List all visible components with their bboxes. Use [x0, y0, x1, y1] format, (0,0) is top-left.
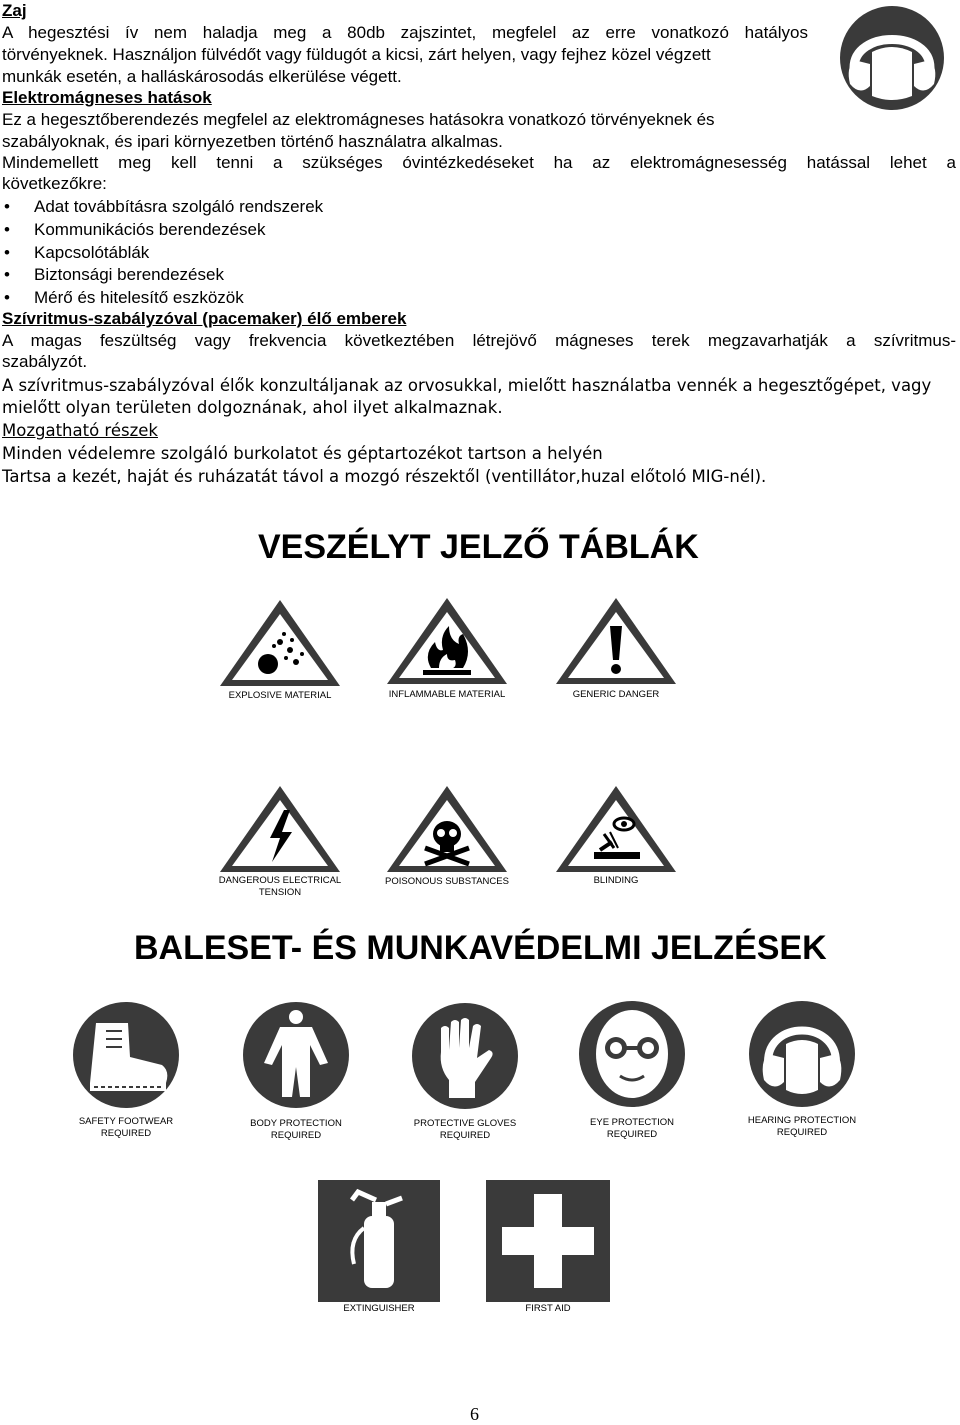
ear-muffs-icon	[742, 1000, 862, 1108]
bullet-item: Mérő és hitelesítő eszközök	[34, 288, 244, 307]
pacemaker-line-4: mielőtt olyan területen dolgoznának, ahol ilyet alkalmaznak.	[2, 398, 503, 417]
sign-label: POISONOUS SUBSTANCES	[385, 876, 509, 887]
bullet-item: Kapcsolótáblák	[34, 243, 150, 262]
sign-label: EXPLOSIVE MATERIAL	[228, 690, 332, 701]
goggles-icon	[572, 1000, 692, 1108]
bullet-dot: •	[4, 243, 10, 262]
sign-label	[56, 1116, 196, 1140]
coverall-icon	[236, 1001, 356, 1109]
pacemaker-heading: Szívritmus-szabályzóval (pacemaker) élő emberek	[2, 309, 407, 328]
flame-icon	[385, 596, 509, 686]
sign-label-line-2: REQUIRED	[439, 1130, 491, 1141]
page-number: 6	[470, 1404, 479, 1424]
sign-label-line-1: HEARING PROTECTION	[747, 1115, 857, 1126]
em-line-3: Mindemellett meg kell tenni a szükséges óvintézkedéseket ha az elektromágnesesség hatással lehet a	[2, 153, 956, 172]
skull-icon	[385, 784, 509, 874]
blinding-icon	[554, 784, 678, 874]
sign-label-line-2: REQUIRED	[100, 1128, 152, 1139]
sign-label-line-1: SAFETY FOOTWEAR	[78, 1116, 174, 1127]
sign-label-line-1: DANGEROUS ELECTRICAL	[218, 875, 342, 886]
lightning-icon	[218, 784, 342, 874]
sign-label: INFLAMMABLE MATERIAL	[388, 689, 506, 700]
pacemaker-line-3: A szívritmus-szabályzóval élők konzultáljanak az orvosukkal, mielőtt használatba vennék a hegesztőgépet, vagy	[2, 376, 932, 395]
sign-label-line-2: REQUIRED	[606, 1129, 658, 1140]
sign-label-line-2: REQUIRED	[270, 1130, 322, 1141]
sign-label: EXTINGUISHER	[343, 1303, 415, 1314]
bullet-dot: •	[4, 220, 10, 239]
safety-boot-icon	[66, 1001, 186, 1109]
em-line-2: szabályoknak, és ipari környezetben történő használatra alkalmas.	[2, 132, 503, 151]
em-heading: Elektromágneses hatások	[2, 88, 212, 107]
bullet-item: Kommunikációs berendezések	[34, 220, 266, 239]
em-line-4: következőkre:	[2, 174, 107, 193]
zaj-line-1: A hegesztési ív nem haladja meg a 80db zajszintet, megfelel az erre vonatkozó hatályos	[2, 23, 808, 42]
sign-label-line-2: REQUIRED	[776, 1127, 828, 1138]
pacemaker-line-2: szabályzót.	[2, 352, 88, 371]
sign-label: BLINDING	[593, 875, 639, 886]
hearing-protection-icon	[826, 4, 958, 112]
extinguisher-icon	[318, 1180, 440, 1302]
moving-line-2: Tartsa a kezét, haját és ruházatát távol a mozgó részektől (ventillátor,huzal előtoló MIG-nél).	[2, 467, 767, 486]
pacemaker-line-1: A magas feszültség vagy frekvencia következtében létrejövő mágneses terek megzavarhatják a szívritmus-	[2, 331, 956, 350]
sign-label	[562, 1117, 702, 1141]
sign-label	[226, 1118, 366, 1142]
bullet-item: Adat továbbításra szolgáló rendszerek	[34, 197, 324, 216]
sign-label	[395, 1118, 535, 1142]
sign-label-line-1: BODY PROTECTION	[250, 1118, 342, 1129]
explosive-icon	[218, 598, 342, 688]
em-line-1: Ez a hegesztőberendezés megfelel az elektromágneses hatásokra vonatkozó törvényeknek és	[2, 110, 715, 129]
bullet-item: Biztonsági berendezések	[34, 265, 224, 284]
sign-label: GENERIC DANGER	[572, 689, 660, 700]
exclamation-icon	[554, 596, 678, 686]
sign-label-line-2: TENSION	[258, 887, 302, 898]
moving-heading: Mozgatható részek	[2, 421, 158, 440]
sign-label	[212, 875, 348, 899]
safety-title: BALESET- ÉS MUNKAVÉDELMI JELZÉSEK	[134, 929, 827, 967]
sign-label-line-1: PROTECTIVE GLOVES	[413, 1118, 517, 1129]
danger-title: VESZÉLYT JELZŐ TÁBLÁK	[258, 528, 699, 566]
moving-line-1: Minden védelemre szolgáló burkolatot és géptartozékot tartson a helyén	[2, 444, 603, 463]
bullet-dot: •	[4, 265, 10, 284]
sign-label-line-1: EYE PROTECTION	[590, 1117, 674, 1128]
first-aid-cross-icon	[486, 1180, 610, 1302]
zaj-heading: Zaj	[2, 1, 27, 20]
zaj-line-2: törvényeknek. Használjon fülvédőt vagy füldugót a kicsi, zárt helyen, vagy fejhez közel végzett	[2, 45, 711, 64]
zaj-line-3: munkák esetén, a halláskárosodás elkerülése végett.	[2, 67, 402, 86]
glove-icon	[405, 1002, 525, 1110]
sign-label: FIRST AID	[525, 1303, 571, 1314]
bullet-dot: •	[4, 288, 10, 307]
sign-label	[731, 1115, 873, 1139]
bullet-dot: •	[4, 197, 10, 216]
